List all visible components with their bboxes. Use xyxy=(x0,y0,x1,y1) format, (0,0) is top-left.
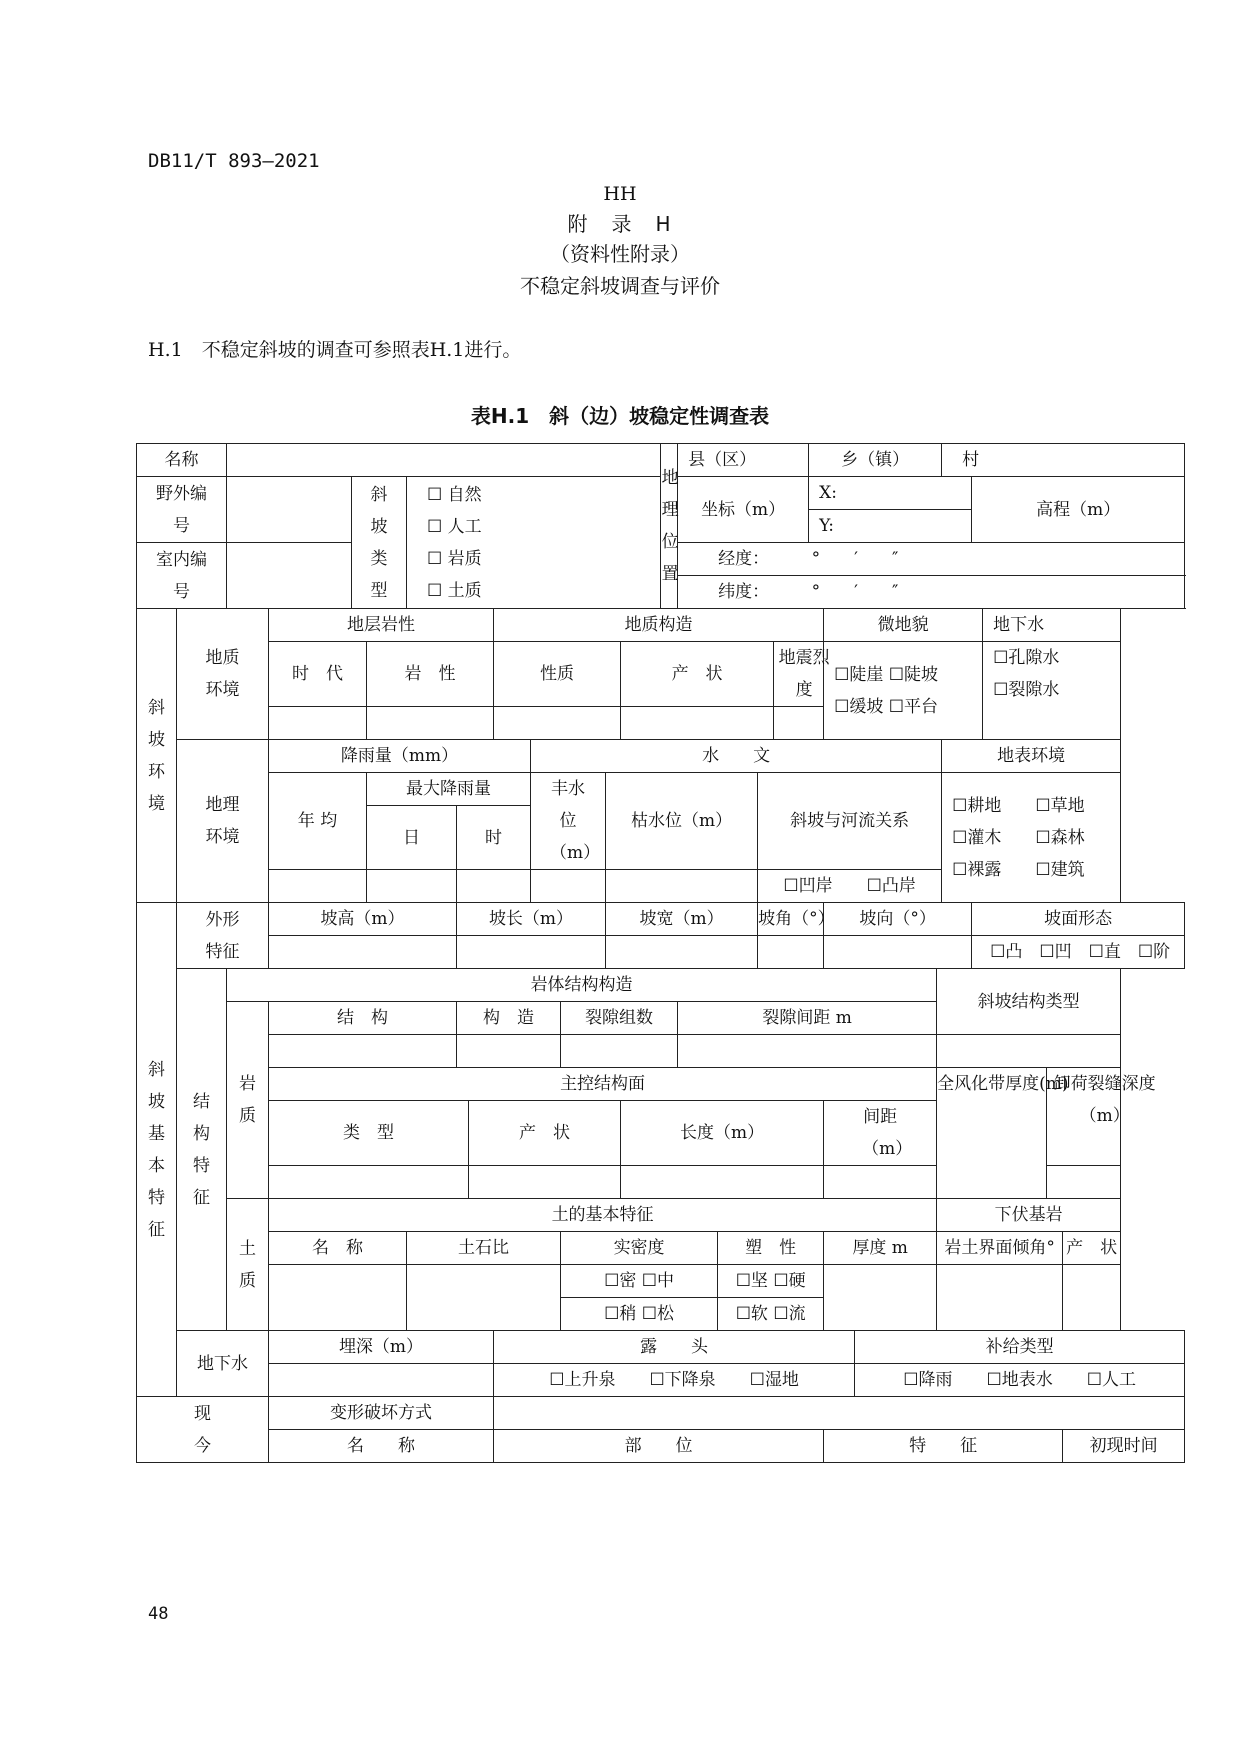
label-county: 县（区） xyxy=(678,444,809,477)
label-latitude: 纬度： ° ′ ″ xyxy=(678,576,1185,609)
label-slope-type: 斜坡类型 xyxy=(352,477,407,609)
label-outcrop: 露 头 xyxy=(494,1331,855,1364)
value-high-water[interactable] xyxy=(531,870,606,903)
river-options[interactable]: ☐凹岸 ☐凸岸 xyxy=(758,870,942,903)
value-nature[interactable] xyxy=(494,707,621,740)
label-lab-no: 室内编号 xyxy=(137,543,227,609)
label-angle: 坡角（°） xyxy=(758,903,824,936)
label-field-no: 野外编号 xyxy=(137,477,227,543)
value-jiegou[interactable] xyxy=(269,1035,457,1068)
label-coord: 坐标（m） xyxy=(678,477,809,543)
value-lith[interactable] xyxy=(367,707,494,740)
value-leixing[interactable] xyxy=(269,1166,469,1199)
document-code: DB11/T 893—2021 xyxy=(148,150,320,172)
surface-options[interactable]: ☐耕地 ☐草地 ☐灌木 ☐森林 ☐裸露 ☐建筑 xyxy=(942,773,1121,903)
label-annual: 年 均 xyxy=(269,773,367,870)
slope-type-options[interactable]: ☐ 自然 ☐ 人工 ☐ 岩质 ☐ 土质 xyxy=(407,477,661,609)
label-hour: 时 xyxy=(457,806,531,870)
label-attitude-3: 产 状 xyxy=(1063,1232,1121,1265)
value-name[interactable] xyxy=(227,444,661,477)
label-rock-struct: 岩体结构构造 xyxy=(227,969,937,1002)
label-slope-struct-type: 斜坡结构类型 xyxy=(937,969,1121,1035)
label-rock: 岩质 xyxy=(227,1002,269,1199)
appendix-name: 不稳定斜坡调查与评价 xyxy=(520,274,720,298)
micro-options[interactable]: ☐陡崖 ☐陡坡 ☐缓坡 ☐平台 xyxy=(824,642,983,740)
label-town: 乡（镇） xyxy=(809,444,942,477)
label-village: 村 xyxy=(942,444,1185,477)
value-day[interactable] xyxy=(367,870,457,903)
label-name: 名称 xyxy=(137,444,227,477)
label-geo-position: 地理位置 xyxy=(661,444,678,609)
label-strata: 地层岩性 xyxy=(269,609,494,642)
label-weather: 全风化带厚度(m) xyxy=(937,1068,1047,1199)
label-thickness: 厚度 m xyxy=(824,1232,937,1265)
label-interface: 岩土界面倾角° xyxy=(937,1232,1063,1265)
label-elevation: 高程（m） xyxy=(972,477,1185,543)
label-surface: 地表环境 xyxy=(942,740,1121,773)
label-unload: 卸荷裂缝深度（m） xyxy=(1047,1068,1121,1166)
label-hydro: 水 文 xyxy=(531,740,942,773)
value-length[interactable] xyxy=(457,936,606,969)
label-soil-feat: 土的基本特征 xyxy=(269,1199,937,1232)
label-main-plane: 主控结构面 xyxy=(269,1068,937,1101)
density-options-2[interactable]: ☐稍 ☐松 xyxy=(561,1298,718,1331)
intro-paragraph: H.1 不稳定斜坡的调查可参照表H.1进行。 xyxy=(148,339,522,361)
gw-options[interactable]: ☐孔隙水 ☐裂隙水 xyxy=(983,642,1121,740)
recharge-options[interactable]: ☐降雨 ☐地表水 ☐人工 xyxy=(855,1364,1185,1397)
label-attitude-2: 产 状 xyxy=(469,1101,621,1166)
label-now: 现今 xyxy=(137,1397,269,1463)
value-fissure-sets[interactable] xyxy=(561,1035,678,1068)
label-fissure-sets: 裂隙组数 xyxy=(561,1002,678,1035)
value-unload[interactable] xyxy=(1047,1166,1121,1199)
header-mark: HH xyxy=(603,183,637,205)
label-d-part: 部 位 xyxy=(494,1430,824,1463)
plasticity-options-1[interactable]: ☐坚 ☐硬 xyxy=(718,1265,824,1298)
label-longitude: 经度： ° ′ ″ xyxy=(678,543,1185,576)
label-struct-feat: 结构特征 xyxy=(177,969,227,1331)
label-fissure-spacing: 裂隙间距 m xyxy=(678,1002,937,1035)
value-fissure-spacing[interactable] xyxy=(678,1035,937,1068)
label-micro: 微地貌 xyxy=(824,609,983,642)
value-width[interactable] xyxy=(606,936,758,969)
survey-table xyxy=(136,443,1185,1463)
label-height: 坡高（m） xyxy=(269,903,457,936)
label-structure: 地质构造 xyxy=(494,609,824,642)
label-soil-name: 名 称 xyxy=(269,1232,407,1265)
label-geo-env: 地质环境 xyxy=(177,609,269,740)
appendix-title: 附 录 H xyxy=(567,212,673,236)
label-d-name: 名 称 xyxy=(269,1430,494,1463)
label-shape: 外形特征 xyxy=(177,903,269,969)
value-gouzao[interactable] xyxy=(457,1035,561,1068)
label-lith: 岩 性 xyxy=(367,642,494,707)
label-max-rain: 最大降雨量 xyxy=(367,773,531,806)
label-plane-len: 长度（m） xyxy=(621,1101,824,1166)
label-d-time: 初现时间 xyxy=(1063,1430,1185,1463)
value-low-water[interactable] xyxy=(606,870,758,903)
label-leixing: 类 型 xyxy=(269,1101,469,1166)
page-number: 48 xyxy=(148,1604,169,1624)
label-day: 日 xyxy=(367,806,457,870)
value-era[interactable] xyxy=(269,707,367,740)
value-slope-struct-type[interactable] xyxy=(937,1035,1121,1068)
label-nature: 性质 xyxy=(494,642,621,707)
label-slope-env: 斜坡环境 xyxy=(137,609,177,903)
value-intensity[interactable] xyxy=(774,707,824,740)
label-length: 坡长（m） xyxy=(457,903,606,936)
value-angle[interactable] xyxy=(758,936,824,969)
label-d-feat: 特 征 xyxy=(824,1430,1063,1463)
value-soil-name[interactable] xyxy=(269,1265,407,1331)
plasticity-options-2[interactable]: ☐软 ☐流 xyxy=(718,1298,824,1331)
value-hour[interactable] xyxy=(457,870,531,903)
value-field-no[interactable] xyxy=(227,477,352,543)
label-deform: 变形破坏方式 xyxy=(269,1397,494,1430)
label-river-rel: 斜坡与河流关系 xyxy=(758,773,942,870)
value-lab-no[interactable] xyxy=(227,543,352,609)
label-bedrock: 下伏基岩 xyxy=(937,1199,1121,1232)
label-gw2: 地下水 xyxy=(177,1331,269,1397)
label-high-water: 丰水位（m） xyxy=(531,773,606,870)
table-caption: 表H.1 斜（边）坡稳定性调查表 xyxy=(470,404,770,428)
value-interface[interactable] xyxy=(937,1265,1063,1331)
value-depth[interactable] xyxy=(269,1364,494,1397)
label-width: 坡宽（m） xyxy=(606,903,758,936)
label-y: Y: xyxy=(809,510,972,543)
outcrop-options[interactable]: ☐上升泉 ☐下降泉 ☐湿地 xyxy=(494,1364,855,1397)
value-attitude-1[interactable] xyxy=(621,707,774,740)
label-recharge: 补给类型 xyxy=(855,1331,1185,1364)
value-deform[interactable] xyxy=(494,1397,1185,1430)
value-aspect[interactable] xyxy=(824,936,972,969)
label-gw: 地下水 xyxy=(983,609,1121,642)
label-attitude-1: 产 状 xyxy=(621,642,774,707)
value-annual[interactable] xyxy=(269,870,367,903)
label-x: X: xyxy=(809,477,972,510)
label-intensity: 地震烈度 xyxy=(774,642,824,707)
label-face: 坡面形态 xyxy=(972,903,1185,936)
appendix-nature: （资料性附录） xyxy=(550,242,690,266)
label-low-water: 枯水位（m） xyxy=(606,773,758,870)
label-rain: 降雨量（mm） xyxy=(269,740,531,773)
value-ratio[interactable] xyxy=(407,1265,561,1331)
label-density: 实密度 xyxy=(561,1232,718,1265)
label-gouzao: 构 造 xyxy=(457,1002,561,1035)
label-spacing: 间距（m） xyxy=(824,1101,937,1166)
value-attitude-2[interactable] xyxy=(469,1166,621,1199)
label-jiegou: 结 构 xyxy=(269,1002,457,1035)
density-options-1[interactable]: ☐密 ☐中 xyxy=(561,1265,718,1298)
label-aspect: 坡向（°） xyxy=(824,903,972,936)
label-geog-env: 地理环境 xyxy=(177,740,269,903)
label-ratio: 土石比 xyxy=(407,1232,561,1265)
label-plasticity: 塑 性 xyxy=(718,1232,824,1265)
value-height[interactable] xyxy=(269,936,457,969)
label-basic: 斜坡基本特征 xyxy=(137,903,177,1397)
face-options[interactable]: ☐凸 ☐凹 ☐直 ☐阶 xyxy=(972,936,1185,969)
value-spacing[interactable] xyxy=(824,1166,937,1199)
label-depth: 埋深（m） xyxy=(269,1331,494,1364)
label-soil: 土质 xyxy=(227,1199,269,1331)
value-attitude-3[interactable] xyxy=(1063,1265,1121,1331)
value-plane-len[interactable] xyxy=(621,1166,824,1199)
label-era: 时 代 xyxy=(269,642,367,707)
value-thickness[interactable] xyxy=(824,1265,937,1331)
